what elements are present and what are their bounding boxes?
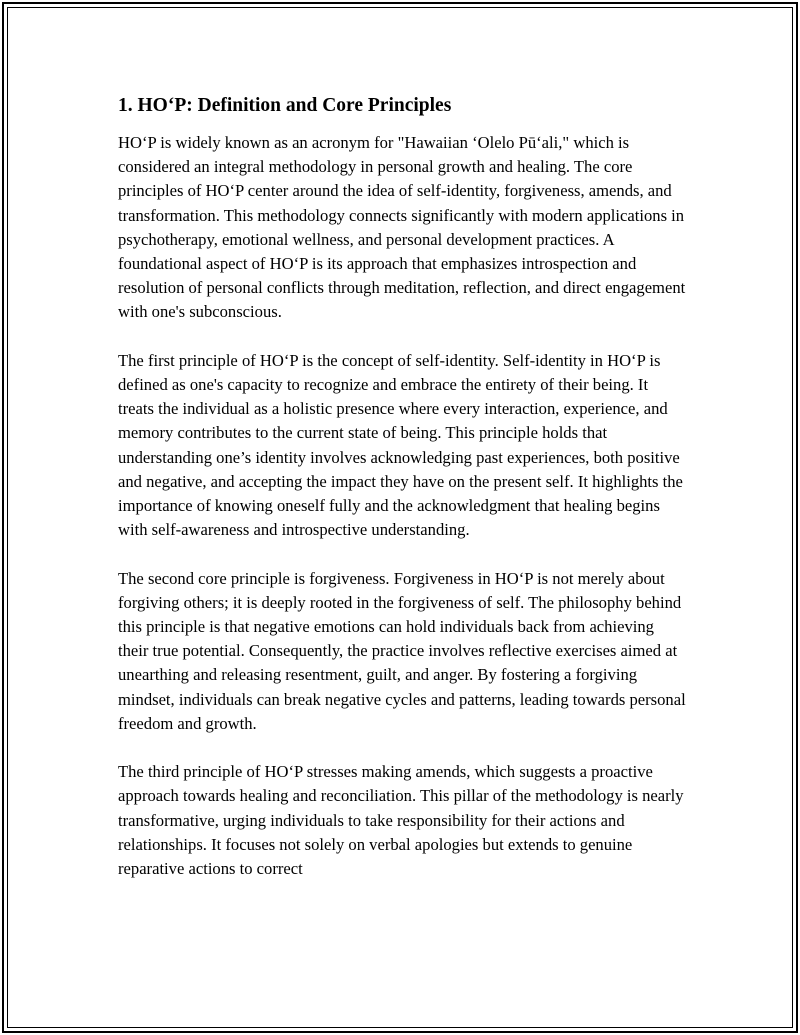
paragraph-amends: The third principle of HOʻP stresses making amends, which suggests a proactive approach towards healing and reconciliation. This pillar of the methodology is nearly transformative, urging individuals to take responsibility for their actions and relationships. It focuses not solely on verbal apologies but extends to genuine reparative actions to correct bbox=[118, 762, 684, 879]
paragraph-self-identity: The first principle of HOʻP is the concept of self-identity. Self-identity in HOʻP is defined as one's capacity to recognize and embrace the entirety of their being. It treats the individual as a holistic presence where every interaction, experience, and memory contributes to the current state of being. This principle holds that understanding one’s identity involves acknowledging past experiences, both positive and negative, and accepting the impact they have on the present self. It highlights the importance of knowing oneself fully and the acknowledgment that healing begins with self-awareness and introspective understanding. bbox=[118, 350, 683, 540]
document-body bbox=[118, 93, 688, 905]
paragraph-forgiveness: The second core principle is forgiveness. Forgiveness in HOʻP is not merely about forgiving others; it is deeply rooted in the forgiveness of self. The philosophy behind this principle is that negative emotions can hold individuals back from achieving their true potential. Consequently, the practice involves reflective exercises aimed at unearthing and releasing resentment, guilt, and anger. By fostering a forgiving mindset, individuals can break negative cycles and patterns, leading towards personal freedom and growth. bbox=[118, 568, 686, 733]
section-heading: 1. HOʻP: Definition and Core Principles bbox=[118, 95, 452, 116]
paragraph-intro: HOʻP is widely known as an acronym for "Hawaiian ʻOlelo Pūʻali," which is considered an integral methodology in personal growth and healing. The core principles of HOʻP center around the idea of self-identity, forgiveness, amends, and transformation. This methodology connects significantly with modern applications in psychotherapy, emotional wellness, and personal development practices. A foundational aspect of HOʻP is its approach that emphasizes introspection and resolution of personal conflicts through meditation, reflection, and direct engagement with one's subconscious. bbox=[118, 133, 686, 322]
